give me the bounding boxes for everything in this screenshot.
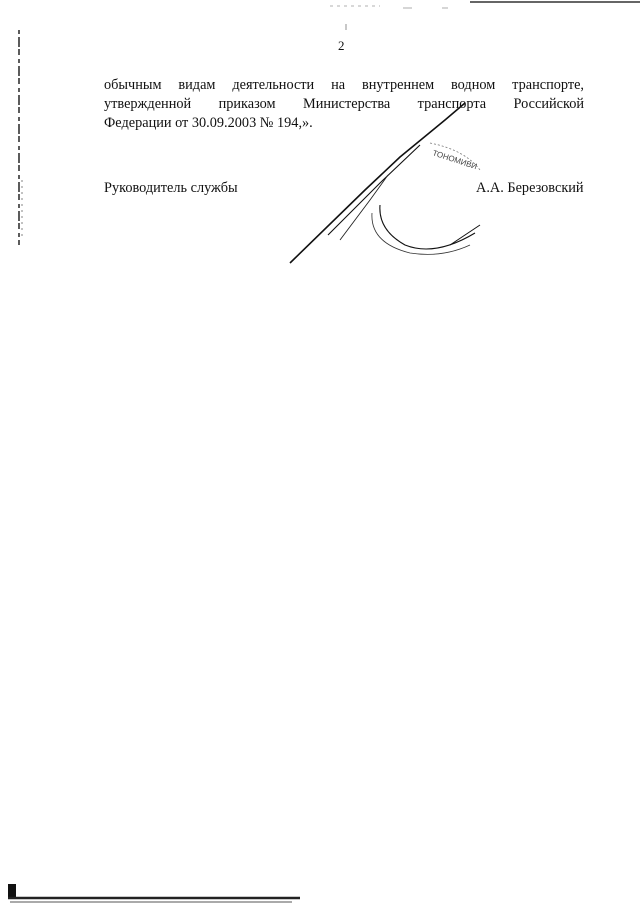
signatory-name: А.А. Березовский — [476, 180, 584, 196]
body-line: обычным видам деятельности на внутреннем водном транспорте, — [104, 77, 584, 93]
page-number: 2 — [338, 38, 345, 53]
signatory-title: Руководитель службы — [104, 180, 238, 196]
signature-stroke — [380, 205, 475, 249]
signature-stroke — [328, 145, 420, 235]
signature-stroke — [450, 225, 480, 245]
signature-stamp-image — [270, 95, 510, 270]
stamp-lettering: ТОНОМИВИ — [431, 148, 479, 172]
body-line: Федерации от 30.09.2003 № 194,». — [104, 115, 313, 131]
signature-stroke — [372, 213, 470, 254]
signature-stroke — [290, 103, 465, 263]
body-line: утвержденной приказом Министерства транспорта Российской — [104, 96, 584, 112]
